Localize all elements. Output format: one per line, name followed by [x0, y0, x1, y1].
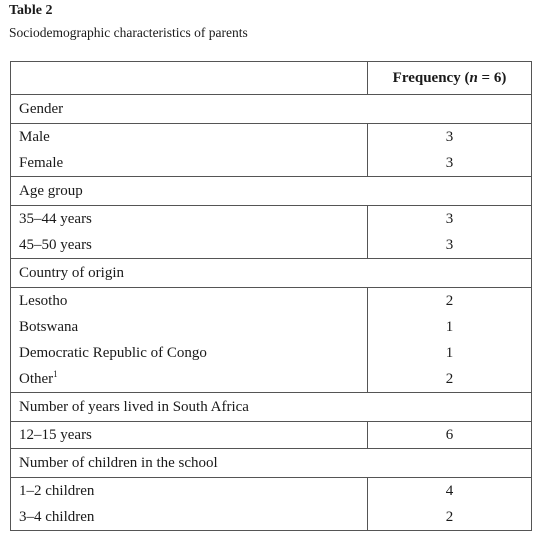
row-label-text: Other: [19, 370, 54, 387]
section-row-age-group: [11, 177, 532, 206]
row-label: 12–15 years: [11, 422, 368, 449]
table-row: [11, 422, 532, 449]
frequency-header-suffix: = 6): [477, 69, 507, 86]
row-label: Botswana: [11, 314, 368, 340]
row-value: 4: [368, 478, 532, 505]
sociodemographic-table: [10, 61, 532, 531]
section-row-country-of-origin: [11, 259, 532, 288]
row-value: 1: [368, 340, 532, 366]
table-row: [11, 150, 532, 177]
row-label: Lesotho: [11, 288, 368, 315]
row-value: 2: [368, 366, 532, 393]
row-value: 3: [368, 232, 532, 259]
row-label: 3–4 children: [11, 504, 368, 531]
row-label: 1–2 children: [11, 478, 368, 505]
row-label: Democratic Republic of Congo: [11, 340, 368, 366]
frequency-header-n: n: [469, 69, 478, 86]
frequency-column-header: [368, 62, 532, 95]
table-row: [11, 504, 532, 531]
row-value: 2: [368, 288, 532, 315]
section-label: Country of origin: [11, 259, 532, 288]
row-value: 3: [368, 124, 532, 151]
row-label: Female: [11, 150, 368, 177]
table-subtitle: Sociodemographic characteristics of parents: [9, 25, 248, 40]
table-row: [11, 366, 532, 393]
label-column-header: [11, 62, 368, 95]
row-value: 2: [368, 504, 532, 531]
table-row: [11, 206, 532, 233]
section-label: Number of years lived in South Africa: [11, 393, 532, 422]
table-header-row: [11, 62, 532, 95]
section-label: Age group: [11, 177, 532, 206]
frequency-header-prefix: Frequency (: [392, 69, 470, 86]
row-label: Male: [11, 124, 368, 151]
row-value: 6: [368, 422, 532, 449]
row-value: 3: [368, 150, 532, 177]
section-label: Number of children in the school: [11, 449, 532, 478]
row-label: 35–44 years: [11, 206, 368, 233]
row-label: 45–50 years: [11, 232, 368, 259]
row-value: 3: [368, 206, 532, 233]
section-row-gender: [11, 95, 532, 124]
table-row: [11, 124, 532, 151]
table-row: [11, 314, 532, 340]
section-row-children-in-school: [11, 449, 532, 478]
table-title: Table 2: [9, 3, 53, 18]
table-row: [11, 232, 532, 259]
table-row: [11, 478, 532, 505]
footnote-marker: 1: [53, 368, 58, 379]
section-label: Gender: [11, 95, 532, 124]
section-row-years-in-south-africa: [11, 393, 532, 422]
row-value: 1: [368, 314, 532, 340]
table-row: [11, 288, 532, 315]
row-label: [11, 366, 368, 393]
table-row: [11, 340, 532, 366]
